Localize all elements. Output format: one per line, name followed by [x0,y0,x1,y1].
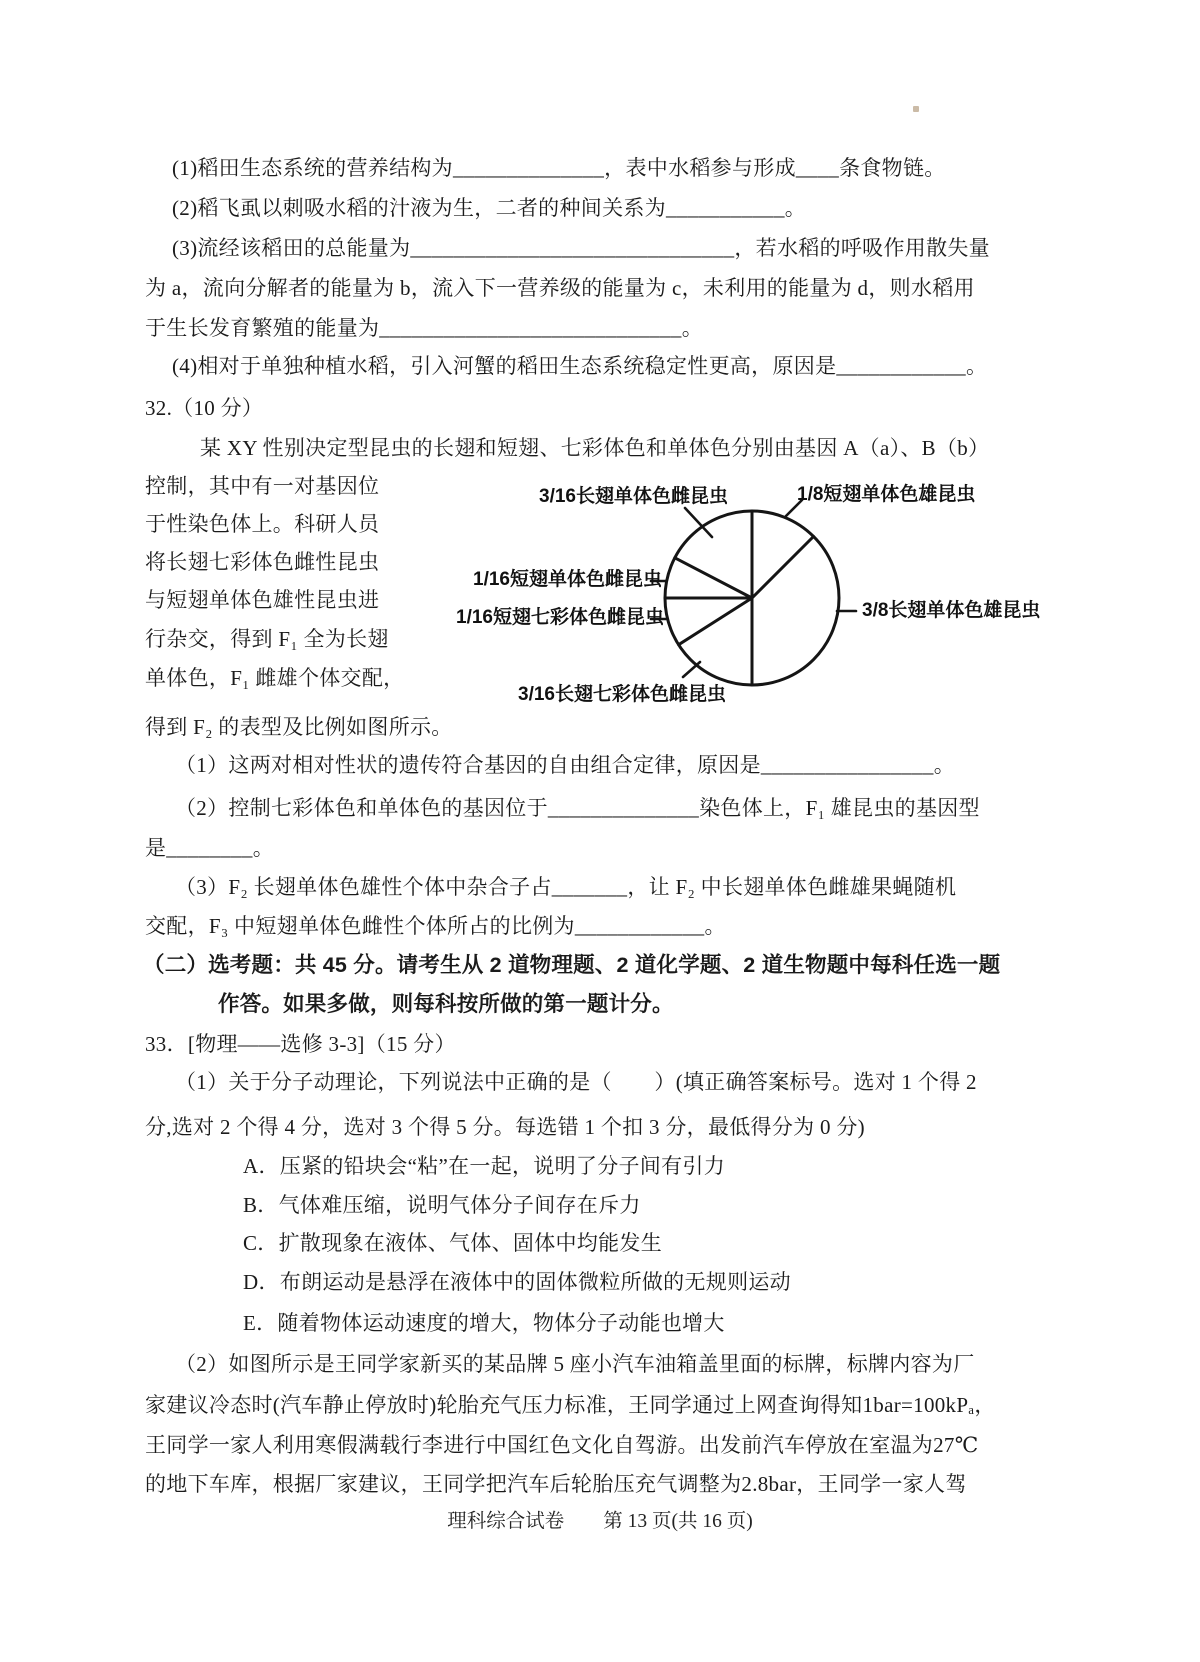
scan-artifact-dot [913,106,919,112]
q32-text-line: 行杂交，得到 F₁ 全为长翅 [145,627,389,651]
pie-label-short-wing-mono-male: 1/8短翅单体色雄昆虫 [797,484,976,505]
q32-text-line: 得到 F₂ 的表型及比例如图所示。 [145,715,453,739]
q32-text-line: 将长翅七彩体色雌性昆虫 [145,550,380,574]
q33-choice-d: D．布朗运动是悬浮在液体中的固体微粒所做的无规则运动 [243,1270,791,1294]
pie-slice-line-downleft [679,598,752,645]
f2-phenotype-pie-figure [410,450,1090,730]
leader-tick-bottom-left [683,662,700,677]
q33-part2-line4: 的地下车库，根据厂家建议，王同学把汽车后轮胎压充气调整为2.8bar，王同学一家人驾 [145,1472,967,1496]
pie-slice-line-upleft [675,558,752,598]
pie-slice-line-45 [752,537,814,599]
q32-text-line: 于性染色体上。科研人员 [145,512,380,536]
q31-blank-line-6: (4)相对于单独种植水稻，引入河蟹的稻田生态系统稳定性更高，原因是____________。 [172,354,988,378]
q32-heading: 32.（10 分） [145,396,264,420]
section2-header-line2: 作答。如果多做，则每科按所做的第一题计分。 [218,992,674,1016]
q32-subq2: （2）控制七彩体色和单体色的基因位于______________染色体上，F₁ 雄昆虫的基因型 [175,796,980,820]
q31-blank-line-2: (2)稻飞虱以刺吸水稻的汁液为生，二者的种间关系为___________。 [172,196,807,220]
q33-part2-line2: 家建议冷态时(汽车静止停放时)轮胎充气压力标准，王同学通过上网查询得知1bar=100kPₐ， [145,1393,996,1417]
q31-blank-line-5: 于生长发育繁殖的能量为____________________________。 [145,316,703,340]
q33-choice-e: E．随着物体运动速度的增大，物体分子动能也增大 [243,1311,725,1335]
q32-text-line: 单体色，F₁ 雌雄个体交配， [145,666,405,690]
q33-choice-c: C．扩散现象在液体、气体、固体中均能发生 [243,1231,663,1255]
q33-part1-line2: 分,选对 2 个得 4 分，选对 3 个得 5 分。每选错 1 个扣 3 分，最低得分为 0 分) [145,1115,865,1139]
q31-blank-line-4: 为 a，流向分解者的能量为 b，流入下一营养级的能量为 c，未利用的能量为 d，则水稻用 [145,276,975,300]
q33-part2-line1: （2）如图所示是王同学家新买的某品牌 5 座小汽车油箱盖里面的标牌，标牌内容为厂 [175,1352,975,1376]
page-footer: 理科综合试卷 第 13 页(共 16 页) [447,1511,753,1532]
q33-choice-b: B．气体难压缩，说明气体分子间存在斥力 [243,1193,641,1217]
q31-blank-line-3: (3)流经该稻田的总能量为______________________________，若水稻的呼吸作用散失量 [172,236,990,260]
q32-subq3-cont: 交配，F₃ 中短翅单体色雌性个体所占的比例为____________。 [145,914,726,938]
q32-subq1: （1）这两对相对性状的遗传符合基因的自由组合定律，原因是________________。 [175,753,955,777]
section2-header-line1: （二）选考题：共 45 分。请考生从 2 道物理题、2 道化学题、2 道生物题中每科任选一题 [143,953,1001,977]
q33-choice-a: A．压紧的铅块会“粘”在一起，说明了分子间有引力 [243,1154,726,1178]
pie-label-long-wing-mono-female: 3/16长翅单体色雌昆虫 [539,486,728,507]
q33-heading: 33．[物理——选修 3-3]（15 分） [145,1032,456,1056]
q33-part2-line3: 王同学一家人利用寒假满载行李进行中国红色文化自驾游。出发前汽车停放在室温为27℃ [145,1433,979,1457]
q32-text-line: 控制，其中有一对基因位 [145,474,380,498]
q33-part1-line1: （1）关于分子动理论，下列说法中正确的是（ ）(填正确答案标号。选对 1 个得 2 [175,1070,977,1094]
pie-label-short-wing-mono-female: 1/16短翅单体色雌昆虫 [473,569,662,590]
q32-intro-line: 某 XY 性别决定型昆虫的长翅和短翅、七彩体色和单体色分别由基因 A（a）、B（b） [200,436,990,460]
pie-label-short-wing-colorful-female: 1/16短翅七彩体色雌昆虫 [456,607,664,628]
q32-subq2-cont: 是________。 [145,836,274,860]
pie-label-long-wing-mono-male: 3/8长翅单体色雄昆虫 [862,600,1041,621]
pie-label-long-wing-colorful-female: 3/16长翅七彩体色雌昆虫 [518,684,726,705]
q31-blank-line-1: (1)稻田生态系统的营养结构为______________，表中水稻参与形成____条食物链。 [172,156,946,180]
q32-text-line: 与短翅单体色雄性昆虫进 [145,588,380,612]
q32-subq3: （3）F₂ 长翅单体色雄性个体中杂合子占_______，让 F₂ 中长翅单体色雌雄果蝇随机 [175,875,957,899]
